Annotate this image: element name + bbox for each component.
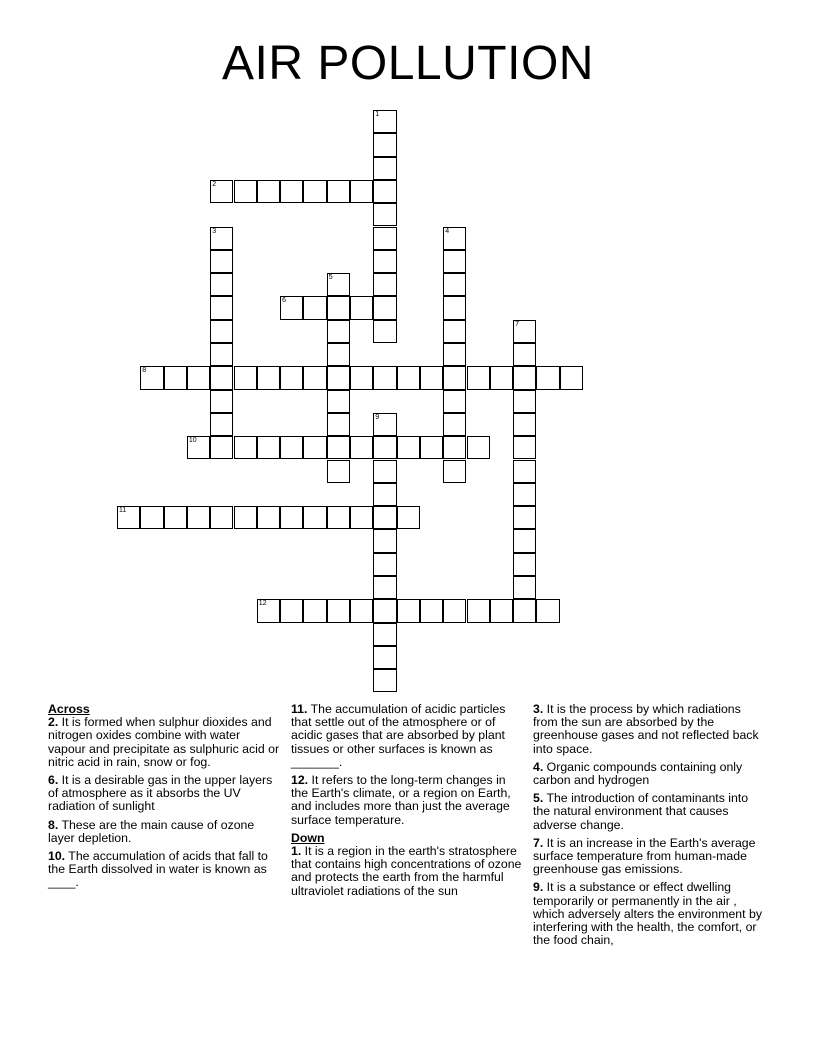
grid-cell[interactable]: [210, 320, 233, 343]
grid-cell[interactable]: [210, 413, 233, 436]
grid-cell[interactable]: [443, 227, 466, 250]
page-title: AIR POLLUTION: [222, 37, 594, 90]
grid-cell[interactable]: [373, 133, 396, 156]
clue-number: 4.: [533, 759, 544, 774]
clue-item: [48, 850, 280, 890]
grid-cell[interactable]: [327, 296, 350, 319]
grid-cell[interactable]: [327, 390, 350, 413]
grid-cell[interactable]: [373, 553, 396, 576]
grid-cell[interactable]: [303, 180, 326, 203]
grid-cell[interactable]: [443, 273, 466, 296]
grid-cell[interactable]: [303, 599, 326, 622]
grid-cell[interactable]: [513, 483, 536, 506]
grid-cell[interactable]: [210, 296, 233, 319]
clue-text: It refers to the long-term changes in the Earth's climate, or a region on Earth, and includes more than just the average surface temperature.: [291, 773, 511, 827]
clue-text: The accumulation of acids that fall to the Earth dissolved in water is known as ____.: [48, 849, 268, 890]
clue-text: It is a region in the earth's stratosphere that contains high concentrations of ozone and protects the earth from the harmful ultraviolet radiations of the sun: [291, 844, 522, 898]
grid-cell[interactable]: [373, 436, 396, 459]
clue-number: 9: [375, 413, 380, 421]
grid-cell[interactable]: [327, 366, 350, 389]
grid-cell[interactable]: [373, 646, 396, 669]
grid-cell[interactable]: [187, 366, 210, 389]
grid-cell[interactable]: [373, 110, 396, 133]
grid-cell[interactable]: [350, 366, 373, 389]
clue-number: 1: [375, 111, 380, 118]
clue-number: 8.: [48, 817, 59, 832]
grid-cell[interactable]: [187, 506, 210, 529]
clue-number: 2.: [48, 715, 59, 730]
grid-cell[interactable]: [373, 157, 396, 180]
grid-cell[interactable]: [187, 436, 210, 459]
grid-cell[interactable]: [373, 180, 396, 203]
clue-number: 12: [258, 600, 267, 608]
grid-cell[interactable]: [164, 366, 187, 389]
grid-cell[interactable]: [210, 390, 233, 413]
grid-cell[interactable]: [536, 366, 559, 389]
clue-item: [533, 703, 765, 756]
grid-cell[interactable]: [513, 460, 536, 483]
across-clue-list-continued: [291, 703, 523, 827]
grid-cell[interactable]: [513, 599, 536, 622]
clue-text: It is a desirable gas in the upper layers of atmosphere as it absorbs the UV radiation of sunlight: [48, 773, 273, 814]
grid-cell[interactable]: [373, 227, 396, 250]
grid-cell[interactable]: [373, 529, 396, 552]
grid-cell[interactable]: [280, 180, 303, 203]
grid-cell[interactable]: [210, 343, 233, 366]
grid-cell[interactable]: [234, 436, 257, 459]
grid-cell[interactable]: [280, 366, 303, 389]
clue-number: 7: [515, 320, 519, 328]
grid-cell[interactable]: [513, 413, 536, 436]
down-clue-list: [291, 845, 523, 898]
grid-cell[interactable]: [327, 413, 350, 436]
grid-cell[interactable]: [234, 180, 257, 203]
grid-cell[interactable]: [350, 296, 373, 319]
clue-number: 3.: [533, 702, 544, 716]
grid-cell[interactable]: [443, 599, 466, 622]
grid-cell[interactable]: [443, 320, 466, 343]
grid-cell[interactable]: [490, 599, 513, 622]
grid-cell[interactable]: [467, 366, 490, 389]
grid-cell[interactable]: [373, 366, 396, 389]
clue-text: It is an increase in the Earth's average surface temperature from human-made greenhouse gas emissions.: [533, 835, 756, 877]
clue-item: [48, 716, 280, 769]
grid-cell[interactable]: [210, 506, 233, 529]
grid-cell[interactable]: [303, 506, 326, 529]
across-heading: Across: [48, 702, 90, 716]
grid-cell[interactable]: [373, 273, 396, 296]
grid-cell[interactable]: [373, 599, 396, 622]
down-clue-list-continued: [533, 703, 765, 947]
clue-column-1: [48, 703, 280, 895]
clue-text: The accumulation of acidic particles that settle out of the atmosphere or of acidic gases that are absorbed by plant tissues or other surfaces is known as _______.: [291, 702, 506, 769]
clue-item: [533, 792, 765, 832]
grid-cell[interactable]: [467, 436, 490, 459]
grid-cell[interactable]: [513, 529, 536, 552]
grid-cell[interactable]: [303, 296, 326, 319]
grid-cell[interactable]: [373, 623, 396, 646]
clue-number: 9.: [533, 880, 544, 895]
grid-cell[interactable]: [210, 180, 233, 203]
grid-cell[interactable]: [373, 250, 396, 273]
clue-text: Organic compounds containing only carbon and hydrogen: [533, 759, 743, 788]
grid-cell[interactable]: [443, 343, 466, 366]
grid-cell[interactable]: [373, 320, 396, 343]
grid-cell[interactable]: [210, 366, 233, 389]
grid-cell[interactable]: [443, 250, 466, 273]
grid-cell[interactable]: [257, 180, 280, 203]
clue-item: [291, 845, 523, 898]
clue-item: [291, 774, 523, 827]
grid-cell[interactable]: [140, 366, 163, 389]
grid-cell[interactable]: [490, 366, 513, 389]
grid-cell[interactable]: [560, 366, 583, 389]
clue-number: 6.: [48, 773, 59, 788]
grid-cell[interactable]: [513, 390, 536, 413]
grid-cell[interactable]: [234, 506, 257, 529]
grid-cell[interactable]: [420, 366, 443, 389]
grid-cell[interactable]: [280, 506, 303, 529]
grid-cell[interactable]: [420, 599, 443, 622]
grid-cell[interactable]: [350, 599, 373, 622]
grid-cell[interactable]: [303, 366, 326, 389]
grid-cell[interactable]: [327, 320, 350, 343]
grid-cell[interactable]: [210, 250, 233, 273]
grid-cell[interactable]: [443, 390, 466, 413]
clue-number: 1.: [291, 844, 302, 859]
grid-cell[interactable]: [234, 366, 257, 389]
grid-cell[interactable]: [280, 296, 303, 319]
grid-cell[interactable]: [257, 366, 280, 389]
grid-cell[interactable]: [373, 460, 396, 483]
grid-cell[interactable]: [513, 553, 536, 576]
clue-item: [48, 774, 280, 814]
grid-cell[interactable]: [536, 599, 559, 622]
grid-cell[interactable]: [397, 599, 420, 622]
clue-text: It is a substance or effect dwelling temporarily or permanently in the air , which adversely alters the environment by interfering with the health, the comfort, or the food chain,: [533, 880, 762, 948]
grid-cell[interactable]: [117, 506, 140, 529]
grid-cell[interactable]: [210, 227, 233, 250]
clue-text: It is the process by which radiations from the sun are absorbed by the greenhouse gases and not reflected back into space.: [533, 702, 759, 756]
clue-number: 6: [282, 297, 286, 305]
clue-item: [533, 881, 765, 947]
grid-cell[interactable]: [373, 203, 396, 226]
grid-cell[interactable]: [443, 436, 466, 459]
clue-item: [533, 837, 765, 877]
grid-cell[interactable]: [140, 506, 163, 529]
grid-cell[interactable]: [513, 320, 536, 343]
grid-cell[interactable]: [373, 506, 396, 529]
grid-cell[interactable]: [350, 506, 373, 529]
clue-text: These are the main cause of ozone layer depletion.: [48, 817, 255, 845]
grid-cell[interactable]: [257, 599, 280, 622]
grid-cell[interactable]: [397, 436, 420, 459]
grid-cell[interactable]: [513, 506, 536, 529]
clue-column-2: [291, 703, 523, 903]
across-clue-list: [48, 716, 280, 889]
clue-number: 5.: [533, 791, 544, 806]
grid-cell[interactable]: [373, 669, 396, 692]
grid-cell[interactable]: [373, 483, 396, 506]
down-heading: Down: [291, 830, 325, 845]
grid-cell[interactable]: [210, 273, 233, 296]
grid-cell[interactable]: [420, 436, 443, 459]
clue-item: [291, 703, 523, 769]
clue-number: 10.: [48, 849, 66, 864]
grid-cell[interactable]: [373, 413, 396, 436]
clue-number: 2: [212, 180, 217, 188]
grid-cell[interactable]: [327, 343, 350, 366]
grid-cell[interactable]: [327, 460, 350, 483]
grid-cell[interactable]: [397, 366, 420, 389]
grid-cell[interactable]: [327, 180, 350, 203]
grid-cell[interactable]: [164, 506, 187, 529]
grid-cell[interactable]: [327, 506, 350, 529]
grid-cell[interactable]: [327, 436, 350, 459]
grid-cell[interactable]: [210, 436, 233, 459]
clue-number: 11.: [291, 702, 308, 716]
grid-cell[interactable]: [373, 576, 396, 599]
grid-cell[interactable]: [373, 296, 396, 319]
clue-number: 11: [119, 507, 127, 515]
clue-text: The introduction of contaminants into the natural environment that causes adverse change.: [533, 791, 749, 832]
clue-item: [533, 761, 765, 787]
clue-number: 4: [445, 227, 450, 235]
grid-cell[interactable]: [443, 366, 466, 389]
grid-cell[interactable]: [257, 436, 280, 459]
clue-number: 10: [188, 437, 197, 445]
clue-column-3: [533, 703, 765, 952]
grid-cell[interactable]: [280, 599, 303, 622]
grid-cell[interactable]: [513, 366, 536, 389]
grid-cell[interactable]: [303, 436, 326, 459]
grid-cell[interactable]: [397, 506, 420, 529]
grid-cell[interactable]: [350, 436, 373, 459]
clue-text: It is formed when sulphur dioxides and nitrogen oxides combine with water vapour and precipitate as sulphuric acid or nitric acid in rain, snow or fog.: [48, 715, 280, 769]
grid-cell[interactable]: [513, 436, 536, 459]
clue-item: [48, 819, 280, 845]
clue-number: 5: [328, 274, 333, 282]
grid-cell[interactable]: [443, 296, 466, 319]
grid-cell[interactable]: [350, 180, 373, 203]
clue-number: 12.: [291, 773, 309, 788]
grid-cell[interactable]: [257, 506, 280, 529]
grid-cell[interactable]: [280, 436, 303, 459]
clue-number: 3: [212, 227, 217, 235]
grid-cell[interactable]: [513, 576, 536, 599]
clue-number: 7.: [533, 835, 544, 850]
clue-number: 8: [142, 367, 147, 375]
grid-cell[interactable]: [327, 599, 350, 622]
grid-cell[interactable]: [467, 599, 490, 622]
grid-cell[interactable]: [443, 460, 466, 483]
grid-cell[interactable]: [327, 273, 350, 296]
grid-cell[interactable]: [513, 343, 536, 366]
grid-cell[interactable]: [443, 413, 466, 436]
